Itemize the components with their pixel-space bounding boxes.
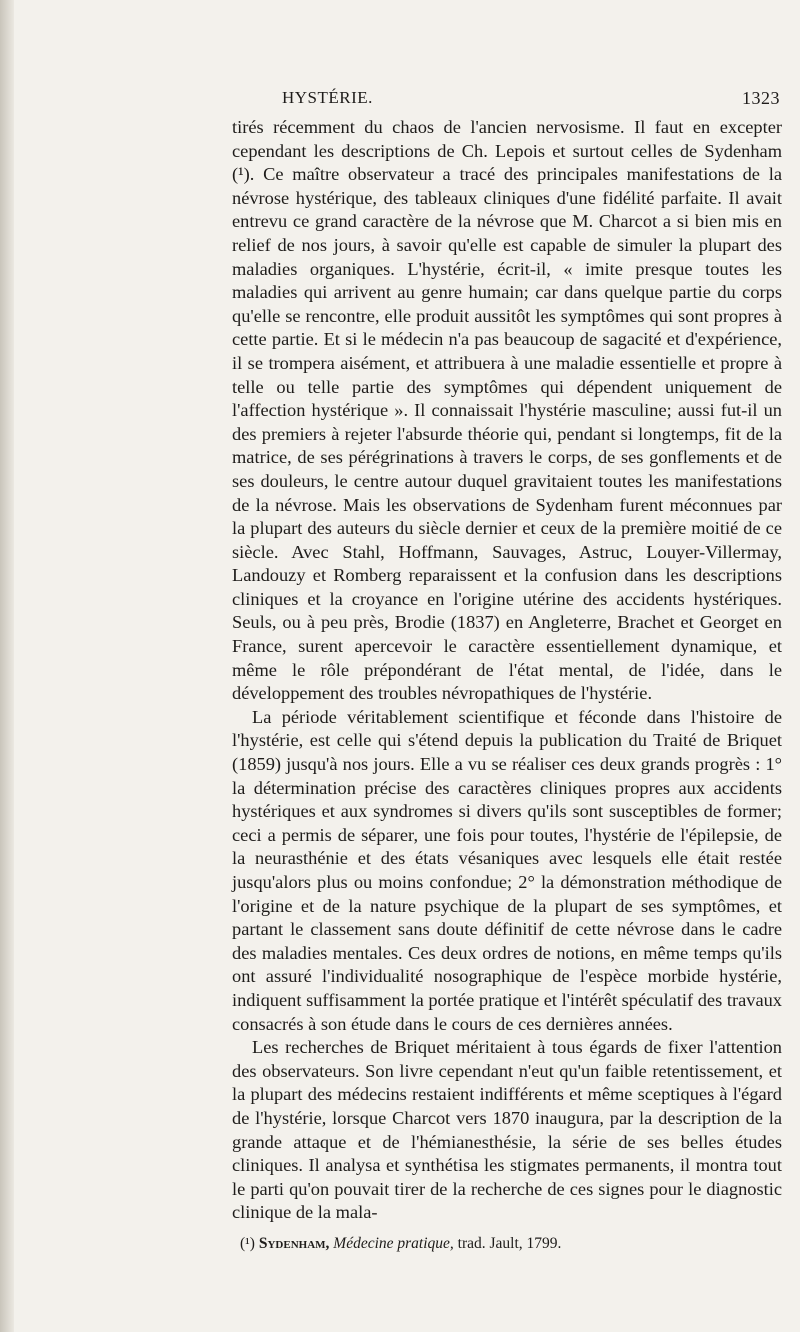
footnote-author: Sydenham,: [258, 1235, 330, 1252]
running-title: HYSTÉRIE.: [282, 88, 373, 107]
footnote-work: Médecine pratique,: [333, 1235, 454, 1252]
footnote-marker: (¹): [240, 1235, 255, 1252]
paragraph: La période véritablement scientifique et féconde dans l'histoire de l'hystérie, est celle qui s'étend depuis la publication du Traité de Briquet (1859) jusqu'à nos jours. Elle a vu se réaliser ces deux grands progrès : 1° la détermination précise des caractères cliniques propres aux accidents hystériques et aux syndromes si divers qu'ils sont susceptibles de former; ceci a permis de séparer, une fois pour toutes, l'hystérie de l'épilepsie, de la neurasthénie et des états vésaniques avec lesquels elle était restée jusqu'alors plus ou moins confondue; 2° la démonstration méthodique de l'origine et de la nature psychique de la plupart de ses symptômes, et partant le classement sans doute définitif de cette névrose dans le cadre des maladies mentales. Ces deux ordres de notions, en même temps qu'ils ont assuré l'individualité nosographique de l'espèce morbide hystérie, indiquent suffisamment la portée pratique et l'intérêt spéculatif des travaux consacrés à son étude dans le cours de ces dernières années.: [232, 706, 782, 1034]
paragraph: Les recherches de Briquet méritaient à tous égards de fixer l'attention des observateurs. Son livre cependant n'eut qu'un faible retentissement, et la plupart des médecins restaient indifférents et même sceptiques à l'égard de l'hystérie, lorsque Charcot vers 1870 inaugura, par la description de la grande attaque et de l'hémianesthésie, la série de ses belles études cliniques. Il analysa et synthétisa les stigmates permanents, il montra tout le parti qu'on pouvait tirer de la recherche de ces signes pour le diagnostic clinique de la mala-: [232, 1037, 782, 1223]
paragraph: tirés récemment du chaos de l'ancien nervosisme. Il faut en excepter cependant les descriptions de Ch. Lepois et surtout celles de Sydenham (¹). Ce maître observateur a tracé des principales manifestations de la névrose hystérique, des tableaux cliniques d'une fidélité parfaite. Il avait entrevu ce grand caractère de la névrose que M. Charcot a si bien mis en relief de nos jours, à savoir qu'elle est capable de simuler la plupart des maladies organiques. L'hystérie, écrit-il, « imite presque toutes les maladies qui arrivent au genre humain; car dans quelque partie du corps qu'elle se rencontre, elle produit aussitôt les symptômes qui sont propres à cette partie. Et si le médecin n'a pas beaucoup de sagacité et d'expérience, il se trompera aisément, et attribuera à une maladie essentielle et propre à telle ou telle partie des symptômes qui dépendent uniquement de l'affection hystérique ». Il connaissait l'hystérie masculine; aussi fut-il un des premiers à rejeter l'absurde théorie qui, pendant si longtemps, fit de la matrice, de ses pérégrinations à travers le corps, de ses gonflements et de ses douleurs, le centre autour duquel gravitaient toutes les manifestations de la névrose. Mais les observations de Sydenham furent méconnues par la plupart des auteurs du siècle dernier et ceux de la première moitié de ce siècle. Avec Stahl, Hoffmann, Sauvages, Astruc, Louyer-Villermay, Landouzy et Romberg reparaissent et la confusion dans les descriptions cliniques et la croyance en l'origine utérine des accidents hystériques. Seuls, ou à peu près, Brodie (1837) en Angleterre, Brachet et Georget en France, surent apercevoir le caractère essentiellement dynamique, et même le rôle prépondérant de l'état mental, de l'idée, dans le développement des troubles névropathiques de l'hystérie.: [232, 117, 782, 704]
page-header: [235, 88, 780, 112]
binding-gutter: [0, 0, 14, 1332]
footnote: [240, 1234, 780, 1254]
body-text: [232, 116, 782, 1225]
page-number: 1323: [742, 88, 780, 108]
footnote-details: trad. Jault, 1799.: [457, 1235, 562, 1252]
